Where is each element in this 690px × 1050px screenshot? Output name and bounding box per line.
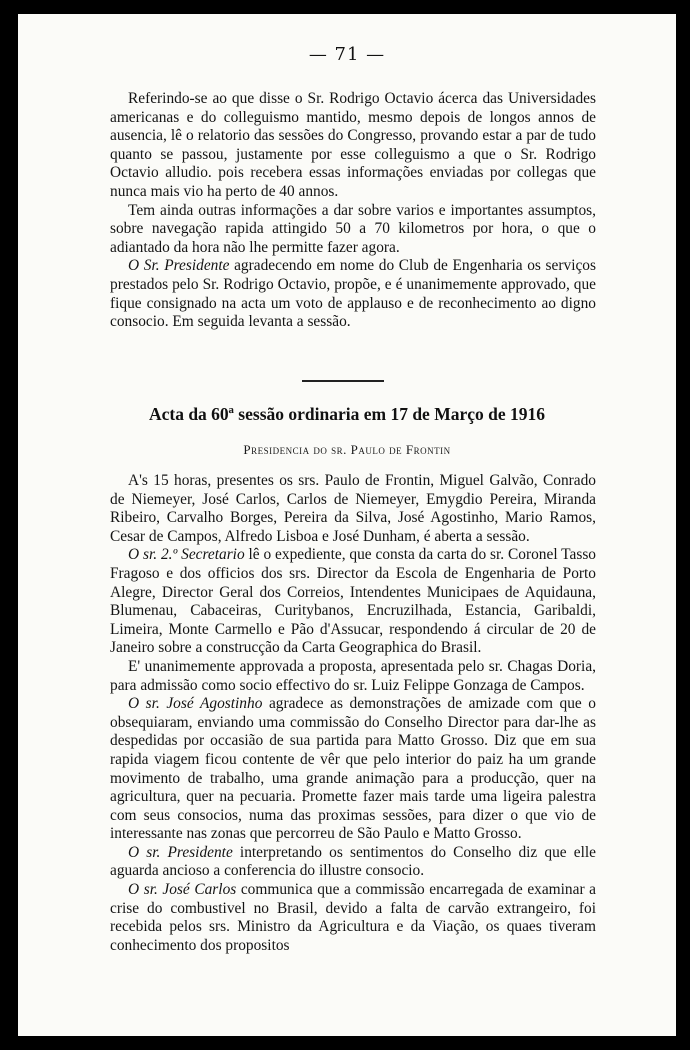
paragraph: O sr. José Carlos communica que a commissão encarregada de examinar a crise do combustivel no Brasil, devido a falta de carvão extrangeiro, foi recebida pelos srs. Ministro da Agricultura e da Viação, os quaes tiveram conhecimento dos propositos <box>110 881 596 954</box>
speaker: O sr. José Agostinho <box>128 695 263 713</box>
speaker: O sr. Presidente <box>128 843 233 861</box>
text-block-before <box>110 90 596 332</box>
section-title: Acta da 60ª sessão ordinaria em 17 de Março de 1916 <box>148 404 546 424</box>
paragraph: Referindo-se ao que disse o Sr. Rodrigo Octavio ácerca das Universidades americanas e do colleguismo mantido, mesmo depois de longos annos de ausencia, lê o relatorio das sessões do Congresso, provando estar a par de tudo quanto se passou, justamente por esse colleguismo a que o Sr. Rodrigo Octavio alludio. pois recebera essas informações enviadas por collegas que nunca mais vio ha perto de 40 annos. <box>110 90 596 200</box>
paragraph: O Sr. Presidente agradecendo em nome do Club de Engenharia os serviços prestados pelo Sr. Rodrigo Octavio, propõe, e é unanimemente approvado, que fique consignado na acta um voto de applauso e de reconhecimento ao digno consocio. Em seguida levanta a sessão. <box>110 257 596 331</box>
presidency-subtitle: Presidencia do sr. Paulo de Frontin <box>243 442 451 457</box>
document-page <box>18 14 676 1036</box>
paragraph: Tem ainda outras informações a dar sobre varios e importantes assumptos, sobre navegação rapida attingido 50 a 70 kilometros por hora, o que o adiantado da hora não lhe permitte fazer agora. <box>110 201 596 256</box>
paragraph: O sr. 2.º Secretario lê o expediente, que consta da carta do sr. Coronel Tasso Fragoso e dos officios dos srs. Director da Escola de Engenharia de Porto Alegre, Director Geral dos Correios, Intendentes Municipaes de Aquidauna, Blumenau, Cabaceiras, Curitybanos, Encruzilhada, Estancia, Garibaldi, Limeira, Monte Carmello e Pão d'Assucar, respondendo á circular de 20 de Janeiro sobre a construcção da Carta Geographica do Brasil. <box>110 546 597 657</box>
speaker: O Sr. Presidente <box>128 257 230 275</box>
paragraph: O sr. José Agostinho agradece as demonstrações de amizade com que o obsequiaram, enviando uma commissão do Conselho Director para dar-lhe as despedidas por occasião de sua partida para Matto Grosso. Diz que em sua rapida viagem ficou contente de vêr que pelo interior do paiz ha um grande movimento de trabalho, uma grande animação para a producção, quer na agricultura, quer na pecuaria. Promette fazer mais tarde uma ligeira palestra com seus consocios, numa das proximas sessões, para dizer o que vio de interessante nas zonas que percorreu de São Paulo e Matto Grosso. <box>110 695 596 843</box>
speaker: O sr. José Carlos <box>128 881 237 899</box>
paragraph: O sr. Presidente interpretando os sentimentos do Conselho diz que elle aguarda ancioso a conferencia do illustre consocio. <box>110 843 596 880</box>
speaker: O sr. 2.º Secretario <box>128 546 245 564</box>
text-block-after <box>110 472 596 955</box>
paragraph: E' unanimemente approvada a proposta, apresentada pelo sr. Chagas Doria, para admissão como socio effectivo do sr. Luiz Felippe Gonzaga de Campos. <box>110 657 596 694</box>
section-divider <box>302 380 384 382</box>
page-number: — 71 — <box>308 44 386 65</box>
paragraph: A's 15 horas, presentes os srs. Paulo de Frontin, Miguel Galvão, Conrado de Niemeyer, José Carlos, Carlos de Niemeyer, Emygdio Pereira, Miranda Ribeiro, Carvalho Borges, Pereira da Silva, José Agostinho, Mario Ramos, Cesar de Campos, Alfredo Lisboa e José Dunham, é aberta a sessão. <box>110 472 596 545</box>
